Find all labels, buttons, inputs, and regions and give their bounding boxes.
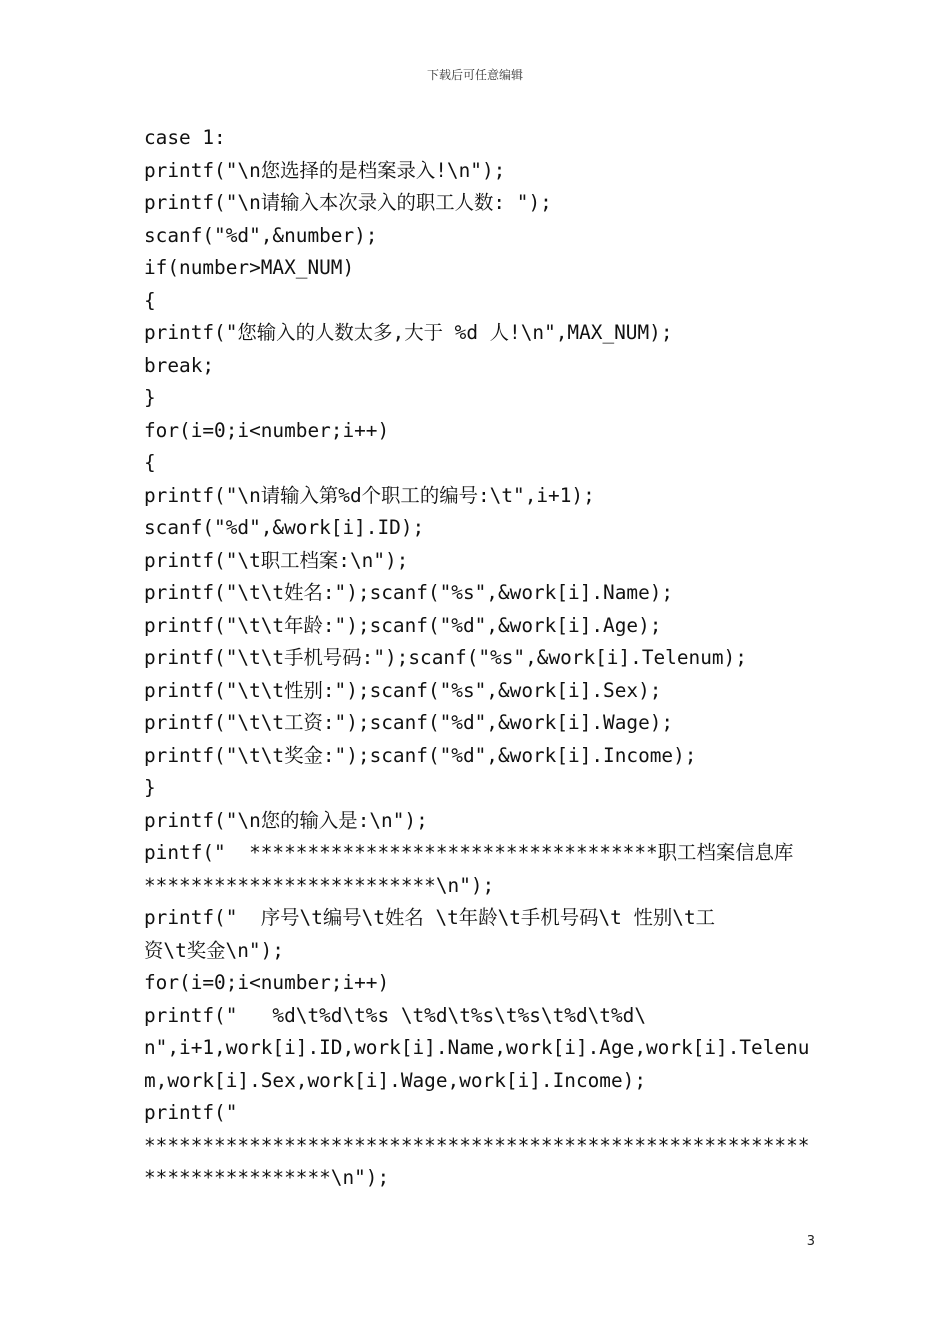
page-number: 3 [806,1234,815,1249]
code-line: case 1: [144,126,226,149]
code-line: for(i=0;i<number;i++) [144,418,390,442]
code-line: *************************\n"); [144,873,495,897]
code-line: n",i+1,work[i].ID,work[i].Name,work[i].Age,work[i].Telenu [144,1036,810,1059]
page-header: 下载后可任意编辑 [426,68,523,82]
code-line: printf(" 序号\t编号\t姓名 \t年龄\t手机号码\t 性别\t工 [144,906,716,929]
code-line: ****************\n"); [144,1166,390,1189]
code-block [144,122,809,1195]
code-line: { [144,288,156,312]
code-line: if(number>MAX_NUM) [144,256,355,279]
code-line: printf("\t\t年龄:");scanf("%d",&work[i].Age); [144,613,662,637]
code-line: pintf(" ***********************************职工档案信息库 [144,841,794,864]
code-line: printf("\t\t姓名:");scanf("%s",&work[i].Name); [144,581,674,604]
code-line: { [144,451,156,474]
code-line: } [144,386,156,409]
code-line: printf(" [144,1101,238,1124]
code-line: printf("\t\t性别:");scanf("%s",&work[i].Sex); [144,678,662,702]
code-line: printf("\n您的输入是:\n"); [144,808,428,832]
code-line: } [144,776,156,799]
code-line: for(i=0;i<number;i++) [144,971,390,994]
code-line: printf("您输入的人数太多,大于 %d 人!\n",MAX_NUM); [144,321,673,344]
code-line: scanf("%d",&number); [144,223,378,247]
code-line: printf(" %d\t%d\t%s \t%d\t%s\t%s\t%d\t%d\ [144,1003,646,1027]
code-line: ********************************************************* [144,1133,810,1157]
code-line: printf("\n请输入本次录入的职工人数: "); [144,191,552,214]
code-line: printf("\n请输入第%d个职工的编号:\t",i+1); [144,483,595,507]
code-line: printf("\t职工档案:\n"); [144,548,409,572]
code-line: 资\t奖金\n"); [144,938,284,962]
code-line: printf("\t\t工资:");scanf("%d",&work[i].Wage); [144,711,674,734]
code-line: printf("\t\t手机号码:");scanf("%s",&work[i].Telenum); [144,646,747,669]
code-line: break; [144,353,215,377]
code-line: scanf("%d",&work[i].ID); [144,516,425,539]
code-line: m,work[i].Sex,work[i].Wage,work[i].Income); [144,1068,646,1092]
code-line: printf("\n您选择的是档案录入!\n"); [144,158,506,182]
code-line: printf("\t\t奖金:");scanf("%d",&work[i].Income); [144,743,697,767]
